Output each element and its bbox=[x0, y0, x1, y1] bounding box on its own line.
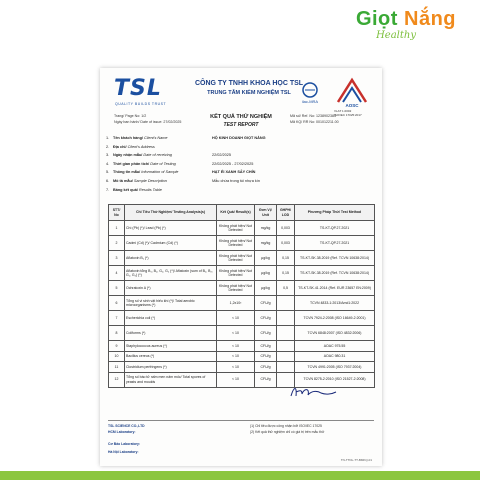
cell-no: 10 bbox=[109, 351, 125, 362]
cell-lod: 0,003 bbox=[277, 236, 295, 251]
table-row bbox=[109, 221, 375, 236]
brand-bottom-bar bbox=[0, 471, 480, 480]
cell-method: TS-KT-QP.27.2021 bbox=[295, 221, 375, 236]
cell-result: < 10 bbox=[217, 341, 255, 352]
info-row: 2. Địa chỉ/ Client's Address bbox=[106, 144, 155, 149]
cell-lod bbox=[277, 362, 295, 373]
cell-unit: mg/kg bbox=[255, 236, 277, 251]
aosc-accreditation-logo bbox=[332, 76, 372, 108]
cell-method: TS-KT-SK.38.2019 (Ref. TCVN 10638:2014) bbox=[295, 251, 375, 266]
info-row: 4. Thời gian phân tích/ Date of Testing bbox=[106, 161, 176, 166]
footer-hanoi-lab: Hà Nội Laboratory: bbox=[108, 450, 139, 454]
signature bbox=[288, 384, 338, 400]
cell-no: 2 bbox=[109, 236, 125, 251]
cell-method: AOAC 975.55 bbox=[295, 341, 375, 352]
cell-lod: 0,5 bbox=[277, 281, 295, 296]
cell-unit: mg/kg bbox=[255, 221, 277, 236]
cell-analysis: Bacillus cereus (*) bbox=[125, 351, 217, 362]
cell-result: Không phát hiện/ Not Detected bbox=[217, 221, 255, 236]
cell-method: TS-KT-SK.38.2019 (Ref. TCVN 10638:2014) bbox=[295, 266, 375, 281]
cell-method: TCVN 7924-2:2008 (ISO 16649-2:2001) bbox=[295, 311, 375, 326]
cell-lod bbox=[277, 296, 295, 311]
footer-note-2: (2) Kết quả thử nghiệm chỉ có giá trị trên mẫu thử bbox=[250, 430, 325, 434]
cell-no: 5 bbox=[109, 281, 125, 296]
cell-no: 11 bbox=[109, 362, 125, 373]
cell-method: TCVN 4833-1:2013/Amd1:2022 bbox=[295, 296, 375, 311]
cell-unit: CFU/g bbox=[255, 296, 277, 311]
table-row bbox=[109, 326, 375, 341]
cell-no: 12 bbox=[109, 372, 125, 387]
cell-result: Không phát hiện/ Not Detected bbox=[217, 251, 255, 266]
cell-analysis: Coliforms (*) bbox=[125, 326, 217, 341]
cell-analysis: Escherichia coli (*) bbox=[125, 311, 217, 326]
cell-no: 6 bbox=[109, 296, 125, 311]
col-header-unit: Đơn Vị/ Unit bbox=[255, 205, 277, 221]
svg-text:ilac-MRA: ilac-MRA bbox=[301, 99, 319, 104]
cell-result: < 10 bbox=[217, 351, 255, 362]
cell-analysis: Tổng số vi sinh vật hiếu khí (*)/ Total aerobic microorganisms (*) bbox=[125, 296, 217, 311]
cell-lod: 0,003 bbox=[277, 221, 295, 236]
cell-method: TS-KT-QP.27.2021 bbox=[295, 236, 375, 251]
info-row: 3. Ngày nhận mẫu/ Date of receiving bbox=[106, 153, 172, 158]
info-row: 1. Tên khách hàng/ Client's Name bbox=[106, 136, 168, 140]
table-row bbox=[109, 311, 375, 326]
svg-text:AOSC: AOSC bbox=[345, 103, 359, 108]
accreditation-standard: ISO/IEC 17025:2017 bbox=[334, 113, 362, 117]
tsl-logo: TSL QUALITY BUILDS TRUST bbox=[114, 76, 167, 106]
cell-method: AOAC 980.31 bbox=[295, 351, 375, 362]
center-name: TRUNG TÂM KIỂM NGHIỆM TSL bbox=[207, 90, 291, 96]
cell-analysis: Clostridium perfringens (*) bbox=[125, 362, 217, 373]
brand-tagline: Healthy bbox=[376, 30, 416, 41]
rr-number: Mã KQ/ RR No: 001012211.00 bbox=[290, 120, 339, 124]
col-header-lod: GHPH/ LOD bbox=[277, 205, 295, 221]
cell-unit: CFU/g bbox=[255, 351, 277, 362]
cell-lod bbox=[277, 311, 295, 326]
cell-analysis: Aflatoxin B₁ (*) bbox=[125, 251, 217, 266]
form-number: TN-TTDL-TT-BMKQ-01 bbox=[340, 458, 372, 462]
cell-analysis: Tổng số bào tử nấm men nấm mốc/ Total spores of yeasts and moulds bbox=[125, 372, 217, 387]
cell-unit: CFU/g bbox=[255, 311, 277, 326]
table-row bbox=[109, 266, 375, 281]
cell-method: TS-KT-SK.41.2014 (Ref. EUR 23657 EN:2009) bbox=[295, 281, 375, 296]
cell-unit: µg/kg bbox=[255, 281, 277, 296]
ref-number: Mã số/ Ref. No: 1238902383 bbox=[290, 114, 336, 118]
results-table bbox=[108, 204, 375, 388]
cell-method: TCVN 6848:2007 (ISO 4832:2006) bbox=[295, 326, 375, 341]
info-row: 7. Bảng kết quả/ Results Table bbox=[106, 187, 162, 192]
cell-result: Không phát hiện/ Not Detected bbox=[217, 266, 255, 281]
info-row: 6. Mô tả mẫu/ Sample Description bbox=[106, 179, 167, 183]
col-header-method: Phương Pháp Thử/ Test Method bbox=[295, 205, 375, 221]
cell-no: 4 bbox=[109, 266, 125, 281]
issue-date: Ngày ban hành/ Date of issue: 27/02/2025 bbox=[114, 120, 182, 124]
footer-cantho-lab: Cơ Bảo Laboratory: bbox=[108, 442, 140, 446]
col-header-result: Kết Quả/ Result(s) bbox=[217, 205, 255, 221]
cell-result: < 10 bbox=[217, 372, 255, 387]
cell-no: 3 bbox=[109, 251, 125, 266]
page-number: Trang/ Page No: 1/2 bbox=[114, 114, 147, 118]
cell-analysis: Chì (Pb) (*)/ Lead (Pb) (*) bbox=[125, 221, 217, 236]
cell-analysis: Staphylococcus aureus (*) bbox=[125, 341, 217, 352]
footer-note-1: (1) Chỉ tiêu được công nhận bởi ISO/IEC 17025 bbox=[250, 424, 322, 428]
cell-lod bbox=[277, 341, 295, 352]
footer-company: TSL SCIENCE CO.,LTD bbox=[108, 424, 145, 428]
company-name: CÔNG TY TNHH KHOA HỌC TSL bbox=[194, 80, 304, 87]
cell-lod bbox=[277, 326, 295, 341]
info-value: Mẫu chứa trong túi nhựa kín bbox=[212, 179, 260, 183]
cell-result: < 10 bbox=[217, 326, 255, 341]
info-value: 22/02/2025 bbox=[212, 153, 232, 158]
cell-unit: µg/kg bbox=[255, 266, 277, 281]
cell-analysis: Ochratoxin A (*) bbox=[125, 281, 217, 296]
cell-no: 9 bbox=[109, 341, 125, 352]
report-subtitle: TEST REPORT bbox=[223, 122, 259, 128]
info-row: 5. Thông tin mẫu/ Information of Sample bbox=[106, 170, 179, 175]
cell-method: TCVN 8275-2:2010 (ISO 21527-2:2008) bbox=[295, 372, 375, 387]
cell-result: Không phát hiện/ Not Detected bbox=[217, 236, 255, 251]
footer-hcm-lab: HCM Laboratory: bbox=[108, 430, 136, 434]
cell-result: < 10 bbox=[217, 362, 255, 373]
cell-no: 8 bbox=[109, 326, 125, 341]
col-header-analysis: Chỉ Tiêu Thử Nghiệm/ Testing Analysis(s) bbox=[125, 205, 217, 221]
cell-no: 7 bbox=[109, 311, 125, 326]
results-header-row bbox=[109, 205, 375, 221]
footer-divider bbox=[108, 420, 374, 421]
table-row bbox=[109, 362, 375, 373]
col-header-no: STT/ No bbox=[109, 205, 125, 221]
cell-analysis: Cadmi (Cd) (*)/ Cadmium (Cd) (*) bbox=[125, 236, 217, 251]
cell-analysis: Aflatoxin tổng B₁, B₂, G₁, G₂ (*)/ Aflatoxin (sum of B₁, B₂, G₁, G₂) (*) bbox=[125, 266, 217, 281]
cell-unit: CFU/g bbox=[255, 341, 277, 352]
cell-lod: 0,15 bbox=[277, 251, 295, 266]
table-row bbox=[109, 296, 375, 311]
brand-logo: Giọt Nắng bbox=[355, 8, 456, 30]
table-row bbox=[109, 281, 375, 296]
info-value: HẠT ÉI XANH SẤY CHÍN bbox=[212, 170, 256, 175]
cell-result: Không phát hiện/ Not Detected bbox=[217, 281, 255, 296]
cell-lod: 0,15 bbox=[277, 266, 295, 281]
test-report-document bbox=[100, 68, 382, 466]
table-row bbox=[109, 236, 375, 251]
cell-no: 1 bbox=[109, 221, 125, 236]
brand-header bbox=[0, 0, 480, 52]
info-value: HỘ KINH DOANH GIỌT NẮNG bbox=[212, 136, 266, 140]
table-row bbox=[109, 341, 375, 352]
info-value: 22/02/2025 - 27/02/2025 bbox=[212, 161, 254, 166]
cell-result: 1,2x10³ bbox=[217, 296, 255, 311]
cell-unit: CFU/g bbox=[255, 326, 277, 341]
cell-unit: CFU/g bbox=[255, 362, 277, 373]
cell-unit: CFU/g bbox=[255, 372, 277, 387]
table-row bbox=[109, 251, 375, 266]
table-row bbox=[109, 351, 375, 362]
cell-result: < 10 bbox=[217, 311, 255, 326]
cell-unit: µg/kg bbox=[255, 251, 277, 266]
cell-method: TCVN 4991:2005 (ISO 7937:2004) bbox=[295, 362, 375, 373]
cell-lod bbox=[277, 351, 295, 362]
accreditation-number: VLAT 1.0002 bbox=[334, 109, 352, 113]
report-title: KẾT QUẢ THỬ NGHIỆM bbox=[210, 114, 272, 120]
ilac-mra-logo bbox=[296, 80, 324, 106]
